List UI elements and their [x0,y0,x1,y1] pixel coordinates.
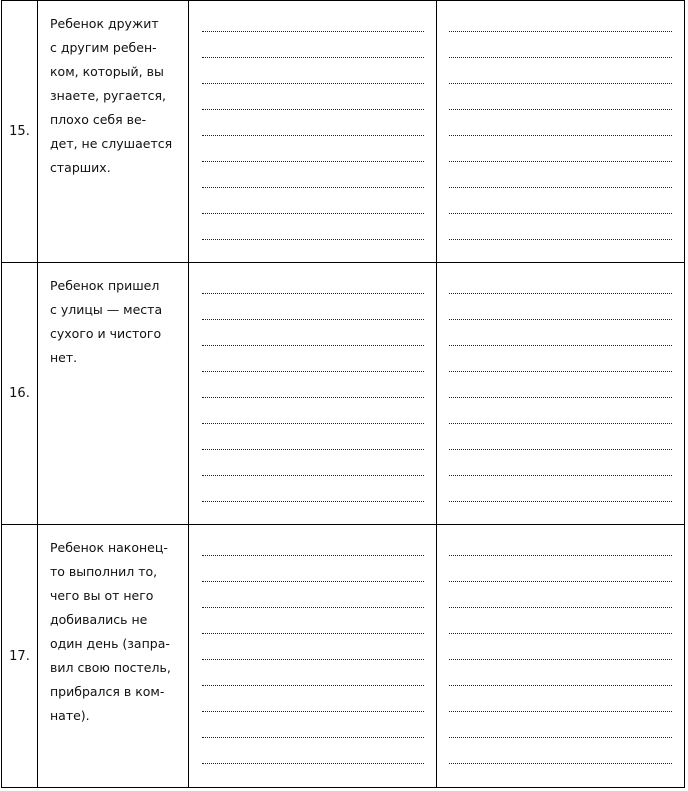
text-line: с улицы — места [50,302,163,317]
worksheet-table [1,0,685,788]
text-line: Ребенок дружит [50,16,159,31]
dotted-answer-line[interactable] [449,83,672,84]
text-line: плохо себя ве- [50,112,147,127]
text-line: с другим ребен- [50,40,157,55]
dotted-answer-line[interactable] [449,31,672,32]
situation-text [38,263,189,524]
answer-column-2[interactable] [437,1,684,262]
dotted-answer-line[interactable] [449,763,672,764]
dotted-answer-line[interactable] [449,397,672,398]
dotted-answer-line[interactable] [449,737,672,738]
table-row [2,524,684,788]
dotted-answer-line[interactable] [202,581,424,582]
dotted-answer-line[interactable] [202,187,424,188]
row-number: 15. [2,1,38,262]
text-line: нет. [50,350,78,365]
dotted-answer-line[interactable] [449,685,672,686]
text-line: старших. [50,160,111,175]
dotted-answer-line[interactable] [202,607,424,608]
row-number: 17. [2,525,38,787]
answer-column-1[interactable] [190,263,437,524]
text-line: прибрался в ком- [50,684,165,699]
dotted-answer-line[interactable] [202,57,424,58]
dotted-answer-line[interactable] [202,423,424,424]
dotted-answer-line[interactable] [449,109,672,110]
dotted-answer-line[interactable] [202,161,424,162]
situation-text [38,525,189,787]
dotted-answer-line[interactable] [202,555,424,556]
dotted-answer-line[interactable] [449,239,672,240]
text-line: один день (запра- [50,636,170,651]
dotted-answer-line[interactable] [202,501,424,502]
table-row [2,0,684,262]
text-line: дет, не слушается [50,136,173,151]
answer-column-1[interactable] [190,1,437,262]
text-line: ком, который, вы [50,64,164,79]
text-line: то выполнил то, [50,564,158,579]
dotted-answer-line[interactable] [202,449,424,450]
table-row [2,262,684,524]
dotted-answer-line[interactable] [202,239,424,240]
text-line: добивались не [50,612,148,627]
text-line: чего вы от него [50,588,154,603]
dotted-answer-line[interactable] [449,711,672,712]
dotted-answer-line[interactable] [449,449,672,450]
answer-column-2[interactable] [437,263,684,524]
answer-column-2[interactable] [437,525,684,787]
situation-text [38,1,189,262]
dotted-answer-line[interactable] [202,109,424,110]
row-number: 16. [2,263,38,524]
text-line: Ребенок наконец- [50,540,168,555]
dotted-answer-line[interactable] [202,685,424,686]
dotted-answer-line[interactable] [202,293,424,294]
dotted-answer-line[interactable] [449,501,672,502]
text-line: вил свою постель, [50,660,171,675]
dotted-answer-line[interactable] [449,659,672,660]
dotted-answer-line[interactable] [202,135,424,136]
dotted-answer-line[interactable] [202,659,424,660]
text-line: сухого и чистого [50,326,162,341]
dotted-answer-line[interactable] [202,213,424,214]
dotted-answer-line[interactable] [449,423,672,424]
dotted-answer-line[interactable] [202,711,424,712]
dotted-answer-line[interactable] [202,319,424,320]
dotted-answer-line[interactable] [449,293,672,294]
dotted-answer-line[interactable] [202,371,424,372]
dotted-answer-line[interactable] [449,581,672,582]
text-line: знаете, ругается, [50,88,166,103]
dotted-answer-line[interactable] [202,475,424,476]
dotted-answer-line[interactable] [449,57,672,58]
dotted-answer-line[interactable] [449,371,672,372]
dotted-answer-line[interactable] [202,633,424,634]
dotted-answer-line[interactable] [202,83,424,84]
dotted-answer-line[interactable] [449,213,672,214]
dotted-answer-line[interactable] [202,737,424,738]
dotted-answer-line[interactable] [202,763,424,764]
dotted-answer-line[interactable] [449,633,672,634]
dotted-answer-line[interactable] [449,555,672,556]
answer-column-1[interactable] [190,525,437,787]
text-line: Ребенок пришел [50,278,160,293]
dotted-answer-line[interactable] [202,397,424,398]
dotted-answer-line[interactable] [449,135,672,136]
dotted-answer-line[interactable] [449,345,672,346]
dotted-answer-line[interactable] [449,475,672,476]
text-line: нате). [50,708,90,723]
dotted-answer-line[interactable] [449,607,672,608]
dotted-answer-line[interactable] [449,319,672,320]
dotted-answer-line[interactable] [449,161,672,162]
dotted-answer-line[interactable] [202,31,424,32]
dotted-answer-line[interactable] [202,345,424,346]
dotted-answer-line[interactable] [449,187,672,188]
